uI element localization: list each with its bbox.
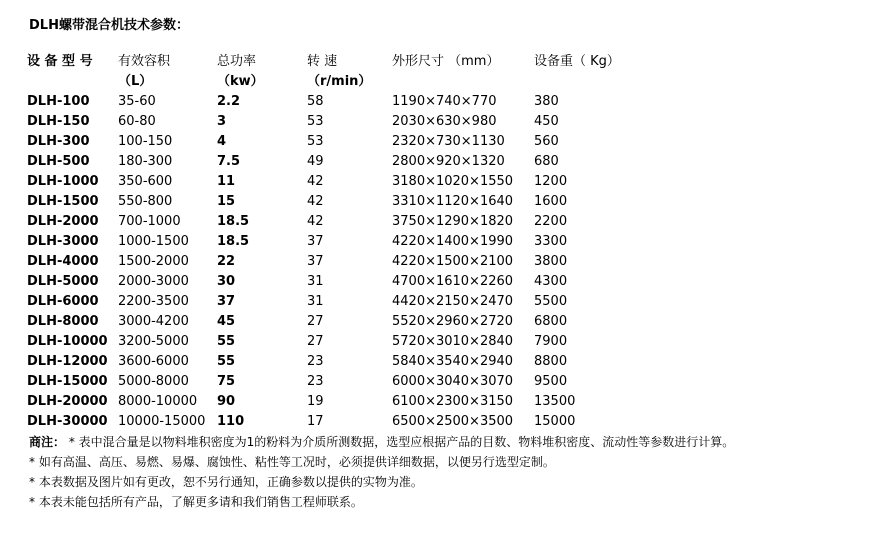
cell-weight: 1200	[534, 174, 568, 189]
table-header-unit-row	[27, 72, 654, 92]
cell-model: DLH-10000	[27, 334, 108, 349]
cell-dimensions: 4700×1610×2260	[392, 274, 514, 289]
cell-dimensions: 1190×740×770	[392, 94, 497, 109]
cell-volume: 1000-1500	[118, 234, 189, 249]
cell-speed: 27	[307, 314, 324, 329]
cell-volume: 550-800	[118, 194, 173, 209]
cell-dimensions: 6000×3040×3070	[392, 374, 514, 389]
cell-volume: 350-600	[118, 174, 173, 189]
table-row	[27, 332, 654, 352]
cell-weight: 9500	[534, 374, 568, 389]
cell-dimensions: 5720×3010×2840	[392, 334, 514, 349]
header-power-unit: （kw）	[217, 74, 264, 89]
cell-power: 18.5	[217, 234, 250, 249]
cell-model: DLH-5000	[27, 274, 99, 289]
cell-power: 4	[217, 134, 227, 149]
cell-model: DLH-12000	[27, 354, 108, 369]
cell-speed: 42	[307, 174, 324, 189]
cell-weight: 380	[534, 94, 559, 109]
table-row	[27, 212, 654, 232]
cell-model: DLH-300	[27, 134, 90, 149]
cell-power: 110	[217, 414, 245, 429]
cell-speed: 53	[307, 134, 324, 149]
cell-volume: 3600-6000	[118, 354, 189, 369]
cell-speed: 23	[307, 354, 324, 369]
cell-weight: 680	[534, 154, 559, 169]
cell-volume: 180-300	[118, 154, 173, 169]
table-row	[27, 112, 654, 132]
cell-dimensions: 4220×1400×1990	[392, 234, 514, 249]
cell-dimensions: 6100×2300×3150	[392, 394, 514, 409]
cell-model: DLH-6000	[27, 294, 99, 309]
header-power: 总功率	[217, 54, 257, 69]
table-row	[27, 92, 654, 112]
header-speed: 转 速	[307, 54, 338, 69]
cell-dimensions: 2320×730×1130	[392, 134, 505, 149]
cell-speed: 42	[307, 194, 324, 209]
note-text-1: * 表中混合量是以物料堆积密度为1的粉料为介质所测数据，选型应根据产品的目数、物料堆积密度、流动性等参数进行计算。	[65, 435, 735, 449]
cell-speed: 31	[307, 294, 324, 309]
cell-dimensions: 5520×2960×2720	[392, 314, 514, 329]
cell-model: DLH-1500	[27, 194, 99, 209]
cell-speed: 27	[307, 334, 324, 349]
header-volume: 有效容积	[118, 54, 171, 69]
cell-model: DLH-500	[27, 154, 90, 169]
cell-dimensions: 2800×920×1320	[392, 154, 505, 169]
cell-speed: 53	[307, 114, 324, 129]
cell-volume: 100-150	[118, 134, 173, 149]
cell-dimensions: 5840×3540×2940	[392, 354, 514, 369]
spec-table-body	[27, 92, 654, 432]
table-row	[27, 132, 654, 152]
cell-volume: 3000-4200	[118, 314, 189, 329]
table-row	[27, 152, 654, 172]
cell-speed: 58	[307, 94, 324, 109]
table-row	[27, 232, 654, 252]
cell-weight: 3800	[534, 254, 568, 269]
page-title: DLH螺带混合机技术参数：	[29, 18, 189, 33]
cell-power: 75	[217, 374, 236, 389]
cell-volume: 5000-8000	[118, 374, 189, 389]
note-line-1	[29, 432, 734, 452]
cell-model: DLH-4000	[27, 254, 99, 269]
cell-speed: 31	[307, 274, 324, 289]
note-line-3: * 本表数据及图片如有更改，恕不另行通知，正确参数以提供的实物为准。	[29, 475, 423, 489]
cell-model: DLH-3000	[27, 234, 99, 249]
cell-weight: 1600	[534, 194, 568, 209]
cell-volume: 700-1000	[118, 214, 181, 229]
cell-power: 45	[217, 314, 236, 329]
header-dimensions: 外形尺寸 （mm）	[392, 54, 500, 69]
cell-volume: 2200-3500	[118, 294, 189, 309]
cell-model: DLH-100	[27, 94, 90, 109]
table-row	[27, 192, 654, 212]
table-row	[27, 312, 654, 332]
cell-volume: 3200-5000	[118, 334, 189, 349]
spec-table	[27, 52, 654, 432]
cell-weight: 2200	[534, 214, 568, 229]
cell-volume: 8000-10000	[118, 394, 198, 409]
cell-weight: 560	[534, 134, 559, 149]
cell-weight: 7900	[534, 334, 568, 349]
cell-power: 3	[217, 114, 227, 129]
cell-volume: 35-60	[118, 94, 156, 109]
cell-model: DLH-150	[27, 114, 90, 129]
cell-speed: 37	[307, 254, 324, 269]
cell-weight: 6800	[534, 314, 568, 329]
cell-dimensions: 6500×2500×3500	[392, 414, 514, 429]
cell-speed: 23	[307, 374, 324, 389]
cell-model: DLH-20000	[27, 394, 108, 409]
notes-label: 商注：	[29, 435, 66, 449]
notes	[29, 432, 734, 512]
cell-power: 37	[217, 294, 236, 309]
cell-model: DLH-8000	[27, 314, 99, 329]
note-line-2: * 如有高温、高压、易燃、易爆、腐蚀性、粘性等工况时，必须提供详细数据，以便另行选型定制。	[29, 455, 555, 469]
table-row	[27, 352, 654, 372]
cell-model: DLH-2000	[27, 214, 99, 229]
cell-weight: 4300	[534, 274, 568, 289]
cell-dimensions: 2030×630×980	[392, 114, 497, 129]
cell-speed: 19	[307, 394, 324, 409]
cell-power: 22	[217, 254, 236, 269]
cell-dimensions: 3310×1120×1640	[392, 194, 514, 209]
cell-dimensions: 4420×2150×2470	[392, 294, 514, 309]
cell-weight: 3300	[534, 234, 568, 249]
header-volume-unit: （L）	[118, 74, 153, 89]
table-row	[27, 392, 654, 412]
cell-power: 55	[217, 354, 236, 369]
table-row	[27, 252, 654, 272]
table-row	[27, 372, 654, 392]
table-row	[27, 292, 654, 312]
table-row	[27, 272, 654, 292]
table-row	[27, 172, 654, 192]
cell-weight: 5500	[534, 294, 568, 309]
cell-power: 15	[217, 194, 236, 209]
cell-speed: 42	[307, 214, 324, 229]
cell-power: 55	[217, 334, 236, 349]
cell-model: DLH-15000	[27, 374, 108, 389]
table-header-row	[27, 52, 654, 72]
cell-power: 7.5	[217, 154, 241, 169]
header-speed-unit: （r/min）	[307, 74, 372, 89]
note-line-4: * 本表未能包括所有产品，了解更多请和我们销售工程师联系。	[29, 495, 363, 509]
cell-power: 11	[217, 174, 236, 189]
cell-power: 2.2	[217, 94, 241, 109]
cell-model: DLH-30000	[27, 414, 108, 429]
header-weight: 设备重（ Kg）	[534, 54, 620, 69]
cell-dimensions: 3750×1290×1820	[392, 214, 514, 229]
cell-weight: 13500	[534, 394, 576, 409]
cell-volume: 60-80	[118, 114, 156, 129]
cell-weight: 450	[534, 114, 559, 129]
cell-dimensions: 4220×1500×2100	[392, 254, 514, 269]
cell-volume: 1500-2000	[118, 254, 189, 269]
cell-volume: 10000-15000	[118, 414, 206, 429]
cell-volume: 2000-3000	[118, 274, 189, 289]
table-row	[27, 412, 654, 432]
cell-dimensions: 3180×1020×1550	[392, 174, 514, 189]
cell-weight: 15000	[534, 414, 576, 429]
header-model: 设 备 型 号	[27, 54, 93, 69]
cell-model: DLH-1000	[27, 174, 99, 189]
cell-speed: 17	[307, 414, 324, 429]
cell-weight: 8800	[534, 354, 568, 369]
cell-speed: 49	[307, 154, 324, 169]
cell-speed: 37	[307, 234, 324, 249]
cell-power: 90	[217, 394, 236, 409]
cell-power: 30	[217, 274, 236, 289]
cell-power: 18.5	[217, 214, 250, 229]
